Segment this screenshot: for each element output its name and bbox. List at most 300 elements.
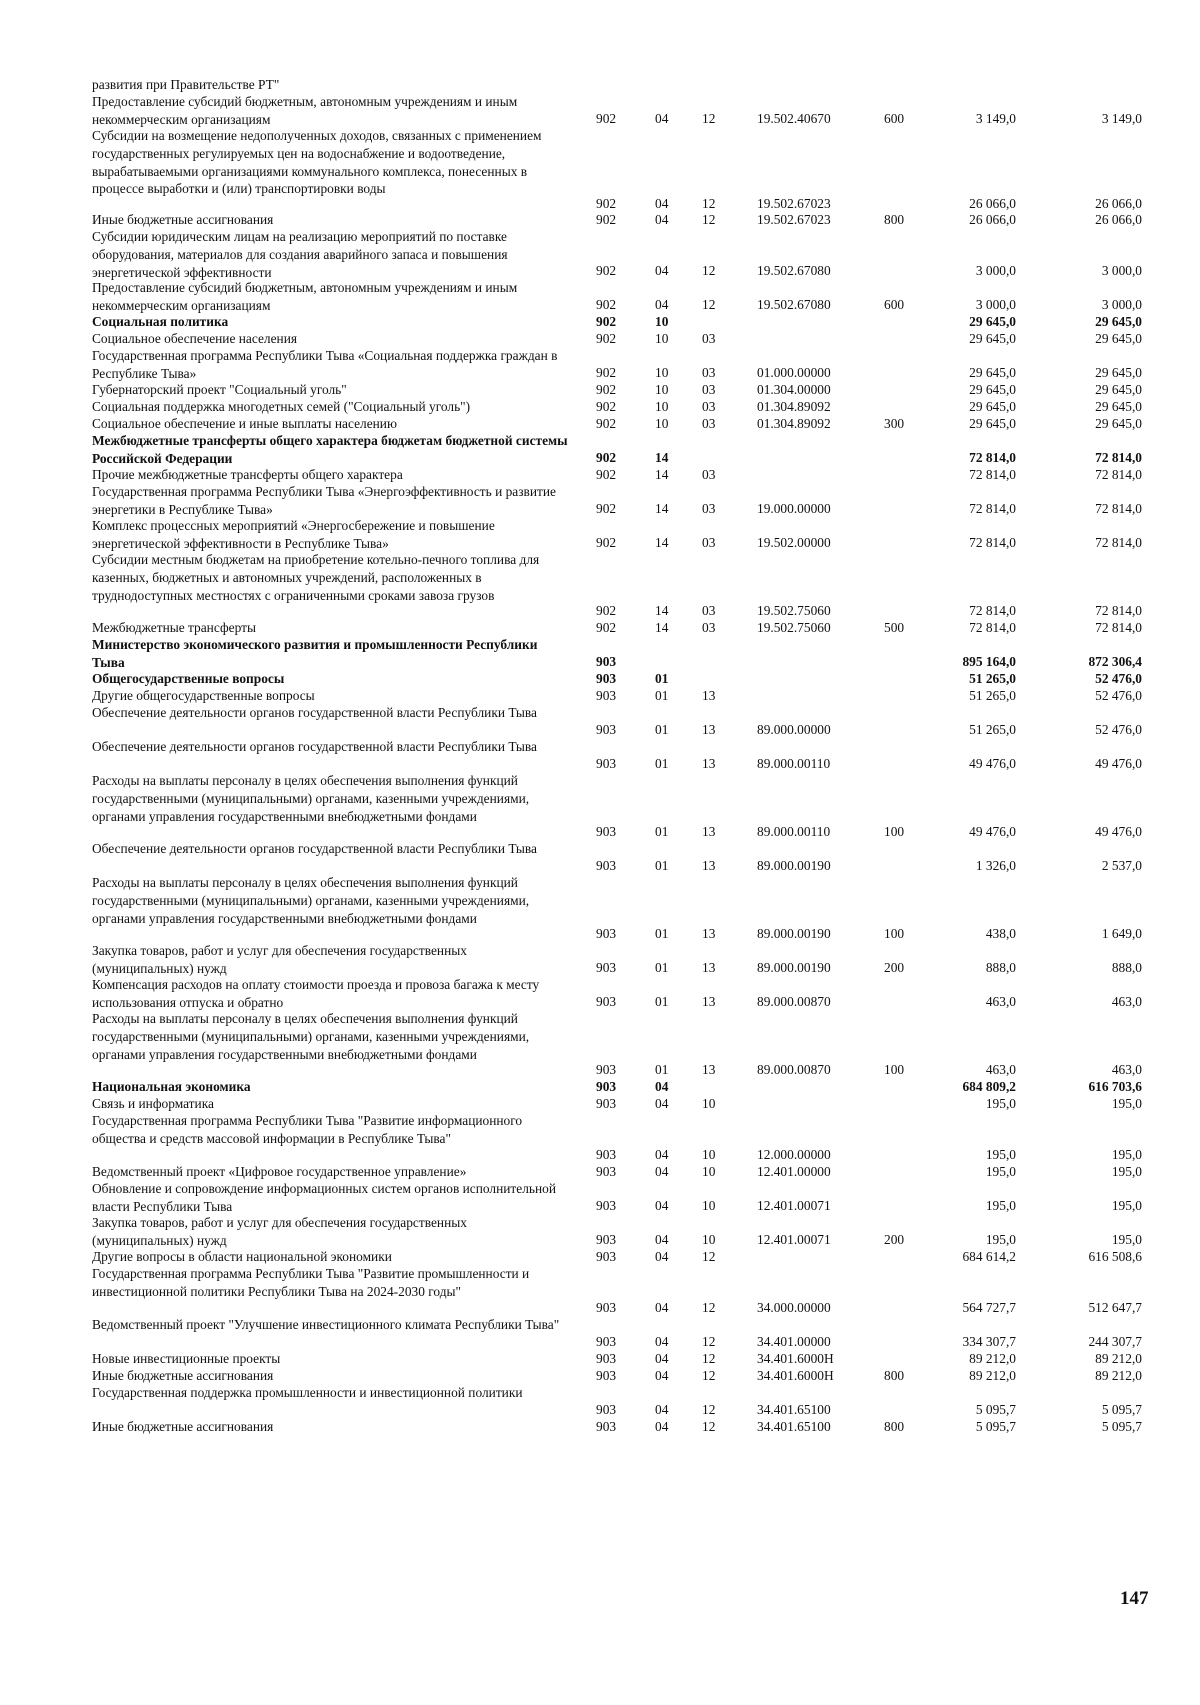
code-ministry: 902 [596,399,617,414]
code-target: 19.502.75060 [757,620,831,635]
row-name: Субсидии местным бюджетам на приобретение котельно-печного топлива для казенных, бюджетных и автономных учреждений, расположенных в труднодоступных местностях с ограниченными сроками завоза грузов [92,552,540,603]
code-target: 19.502.75060 [757,603,831,618]
sum-year-2: 3 000,0 [1101,297,1142,312]
code-expense-type: 200 [884,960,905,975]
sum-year-2: 49 476,0 [1095,756,1142,771]
row-name: Государственная программа Республики Тыва «Энергоэффективность и развитие энергетики в Республике Тыва» [92,484,556,517]
sum-year-2: 195,0 [1111,1232,1142,1247]
code-expense-type: 100 [884,926,905,941]
code-expense-type: 200 [884,1232,905,1247]
sum-year-1: 3 000,0 [975,263,1016,278]
code-section: 04 [655,1096,669,1111]
code-section: 04 [655,1351,669,1366]
code-section: 10 [655,314,669,329]
code-section: 04 [655,1249,669,1264]
code-ministry: 903 [596,1096,617,1111]
code-ministry: 903 [596,994,617,1009]
code-section: 14 [655,501,669,516]
table-row [0,1180,1200,1214]
code-subsection: 03 [702,399,716,414]
code-subsection: 10 [702,1147,716,1162]
row-name: Обновление и сопровождение информационных систем органов исполнительной власти Республики Тыва [92,1181,557,1214]
code-section: 04 [655,1402,669,1417]
code-ministry: 902 [596,111,617,126]
table-row [0,1214,1200,1248]
row-name: Социальная поддержка многодетных семей ("Социальный уголь") [92,399,471,414]
row-name: Расходы на выплаты персоналу в целях обеспечения выполнения функций государственными (муниципальными) органами, казенными учреждениями, органами управления государственными внебюджетными фондами [92,1011,530,1062]
page-number: 147 [1120,1588,1149,1609]
table-row [0,1350,1200,1367]
code-section: 04 [655,1232,669,1247]
row-name: Общегосударственные вопросы [92,671,285,686]
sum-year-2: 89 212,0 [1095,1368,1142,1383]
sum-year-2: 29 645,0 [1095,416,1142,431]
code-subsection: 13 [702,858,716,873]
code-subsection: 12 [702,212,716,227]
sum-year-2: 195,0 [1111,1164,1142,1179]
code-expense-type: 800 [884,1419,905,1434]
row-name: Государственная программа Республики Тыва "Развитие промышленности и инвестиционной политики Республики Тыва на 2024-2030 годы" [92,1266,530,1299]
code-section: 14 [655,535,669,550]
row-name: Расходы на выплаты персоналу в целях обеспечения выполнения функций государственными (муниципальными) органами, казенными учреждениями, органами управления государственными внебюджетными фондами [92,875,530,926]
table-row [0,1265,1200,1316]
table-row [0,279,1200,313]
code-expense-type: 600 [884,111,905,126]
row-name: Новые инвестиционные проекты [92,1351,281,1366]
row-name: Министерство экономического развития и промышленности Республики Тыва [92,637,538,670]
code-subsection: 12 [702,1419,716,1434]
sum-year-1: 72 814,0 [969,535,1016,550]
code-subsection: 10 [702,1232,716,1247]
sum-year-2: 195,0 [1111,1147,1142,1162]
row-name: Иные бюджетные ассигнования [92,1419,274,1434]
code-ministry: 903 [596,1351,617,1366]
sum-year-2: 5 095,7 [1101,1419,1142,1434]
sum-year-2: 195,0 [1111,1198,1142,1213]
table-row [0,1418,1200,1435]
row-name: Расходы на выплаты персоналу в целях обеспечения выполнения функций государственными (муниципальными) органами, казенными учреждениями, органами управления государственными внебюджетными фондами [92,773,530,824]
code-ministry: 902 [596,450,617,465]
code-ministry: 902 [596,196,617,211]
table-row [0,313,1200,330]
table-row [0,483,1200,517]
code-section: 01 [655,1062,669,1077]
table-row [0,228,1200,279]
code-ministry: 903 [596,1164,617,1179]
code-subsection: 10 [702,1096,716,1111]
sum-year-1: 29 645,0 [969,399,1016,414]
sum-year-2: 52 476,0 [1095,722,1142,737]
code-ministry: 903 [596,824,617,839]
sum-year-1: 195,0 [985,1147,1016,1162]
code-ministry: 903 [596,756,617,771]
table-row [0,687,1200,704]
table-row [0,1010,1200,1078]
code-subsection: 13 [702,960,716,975]
table-row [0,619,1200,636]
table-row [0,1384,1200,1418]
code-ministry: 903 [596,858,617,873]
row-name: Закупка товаров, работ и услуг для обеспечения государственных (муниципальных) нужд [92,943,467,976]
table-row [0,1095,1200,1112]
row-name: Предоставление субсидий бюджетным, автономным учреждениям и иным некоммерческим организациям [92,94,518,127]
sum-year-1: 195,0 [985,1096,1016,1111]
sum-year-2: 72 814,0 [1095,501,1142,516]
sum-year-2: 888,0 [1111,960,1142,975]
sum-year-1: 5 095,7 [975,1402,1016,1417]
code-section: 04 [655,263,669,278]
row-name: Государственная программа Республики Тыва "Развитие информационного общества и средств массовой информации в Республике Тыва" [92,1113,523,1146]
table-row [0,347,1200,381]
code-ministry: 902 [596,331,617,346]
table-row [0,93,1200,127]
code-section: 04 [655,1198,669,1213]
table-row [0,517,1200,551]
code-section: 04 [655,1368,669,1383]
code-ministry: 903 [596,654,617,669]
code-ministry: 902 [596,297,617,312]
sum-year-1: 29 645,0 [969,331,1016,346]
table-row [0,1163,1200,1180]
code-target: 12.401.00071 [757,1232,831,1247]
sum-year-2: 616 703,6 [1088,1079,1142,1094]
sum-year-2: 72 814,0 [1095,450,1142,465]
sum-year-2: 3 000,0 [1101,263,1142,278]
code-target: 34.401.65100 [757,1402,831,1417]
row-name: Ведомственный проект "Улучшение инвестиционного климата Республики Тыва" [92,1317,560,1332]
table-row [0,874,1200,942]
code-subsection: 03 [702,620,716,635]
table-row [0,1078,1200,1095]
code-target: 19.000.00000 [757,501,831,516]
code-ministry: 902 [596,620,617,635]
sum-year-2: 512 647,7 [1088,1300,1142,1315]
row-name: Комплекс процессных мероприятий «Энергосбережение и повышение энергетической эффективности в Республике Тыва» [92,518,495,551]
code-section: 01 [655,756,669,771]
table-row [0,76,1200,93]
sum-year-1: 72 814,0 [969,450,1016,465]
sum-year-1: 564 727,7 [962,1300,1016,1315]
code-expense-type: 800 [884,212,905,227]
row-name: Предоставление субсидий бюджетным, автономным учреждениям и иным некоммерческим организациям [92,280,518,313]
code-target: 34.401.65100 [757,1419,831,1434]
sum-year-1: 51 265,0 [969,688,1016,703]
code-section: 01 [655,688,669,703]
code-ministry: 902 [596,603,617,618]
sum-year-2: 29 645,0 [1095,382,1142,397]
code-ministry: 902 [596,416,617,431]
code-target: 34.401.00000 [757,1334,831,1349]
sum-year-2: 72 814,0 [1095,620,1142,635]
code-subsection: 12 [702,297,716,312]
code-subsection: 13 [702,688,716,703]
code-section: 04 [655,1419,669,1434]
row-name: Обеспечение деятельности органов государственной власти Республики Тыва [92,841,537,856]
row-name: Межбюджетные трансферты общего характера бюджетам бюджетной системы Российской Федерации [92,433,568,466]
code-target: 89.000.00870 [757,1062,831,1077]
sum-year-1: 26 066,0 [969,196,1016,211]
code-ministry: 902 [596,314,617,329]
sum-year-1: 49 476,0 [969,824,1016,839]
code-ministry: 903 [596,722,617,737]
code-subsection: 10 [702,1198,716,1213]
row-name: Социальное обеспечение населения [92,331,298,346]
table-row [0,670,1200,687]
code-subsection: 13 [702,994,716,1009]
sum-year-2: 463,0 [1111,1062,1142,1077]
sum-year-1: 89 212,0 [969,1368,1016,1383]
code-section: 01 [655,824,669,839]
sum-year-1: 29 645,0 [969,365,1016,380]
sum-year-1: 888,0 [985,960,1016,975]
code-section: 01 [655,994,669,1009]
table-row [0,840,1200,874]
code-subsection: 03 [702,603,716,618]
code-target: 19.502.67080 [757,263,831,278]
code-target: 19.502.67023 [757,212,831,227]
code-section: 14 [655,620,669,635]
code-expense-type: 600 [884,297,905,312]
code-target: 89.000.00190 [757,926,831,941]
sum-year-1: 195,0 [985,1198,1016,1213]
sum-year-2: 29 645,0 [1095,365,1142,380]
code-subsection: 12 [702,1402,716,1417]
code-subsection: 13 [702,824,716,839]
table-row [0,381,1200,398]
code-target: 89.000.00110 [757,756,831,771]
code-ministry: 903 [596,1334,617,1349]
sum-year-2: 29 645,0 [1095,399,1142,414]
code-target: 01.304.00000 [757,382,831,397]
code-expense-type: 300 [884,416,905,431]
sum-year-2: 5 095,7 [1101,1402,1142,1417]
table-row [0,330,1200,347]
code-target: 19.502.00000 [757,535,831,550]
code-target: 01.000.00000 [757,365,831,380]
code-subsection: 10 [702,1164,716,1179]
sum-year-2: 3 149,0 [1101,111,1142,126]
code-target: 89.000.00870 [757,994,831,1009]
code-subsection: 03 [702,416,716,431]
sum-year-1: 29 645,0 [969,314,1016,329]
row-name: Компенсация расходов на оплату стоимости проезда и провоза багажа к месту использования отпуска и обратно [92,977,540,1010]
sum-year-1: 3 149,0 [975,111,1016,126]
sum-year-1: 5 095,7 [975,1419,1016,1434]
sum-year-1: 29 645,0 [969,382,1016,397]
code-target: 89.000.00190 [757,960,831,975]
table-row [0,1112,1200,1163]
sum-year-2: 52 476,0 [1095,671,1142,686]
code-subsection: 12 [702,111,716,126]
code-target: 19.502.67080 [757,297,831,312]
sum-year-1: 72 814,0 [969,603,1016,618]
code-section: 04 [655,1147,669,1162]
code-ministry: 903 [596,960,617,975]
code-section: 10 [655,416,669,431]
code-subsection: 03 [702,365,716,380]
row-name: Прочие межбюджетные трансферты общего характера [92,467,403,482]
code-subsection: 12 [702,1334,716,1349]
code-section: 14 [655,467,669,482]
code-section: 01 [655,926,669,941]
table-row [0,704,1200,738]
table-row [0,1367,1200,1384]
sum-year-2: 72 814,0 [1095,467,1142,482]
code-expense-type: 800 [884,1368,905,1383]
sum-year-2: 2 537,0 [1101,858,1142,873]
sum-year-1: 72 814,0 [969,620,1016,635]
row-name: Государственная поддержка промышленности и инвестиционной политики [92,1385,523,1400]
code-subsection: 03 [702,467,716,482]
code-section: 01 [655,858,669,873]
sum-year-1: 1 326,0 [975,858,1016,873]
code-subsection: 12 [702,263,716,278]
code-section: 10 [655,382,669,397]
table-row [0,636,1200,670]
code-ministry: 902 [596,467,617,482]
code-subsection: 03 [702,331,716,346]
code-ministry: 902 [596,365,617,380]
row-name: Социальное обеспечение и иные выплаты населению [92,416,397,431]
sum-year-2: 195,0 [1111,1096,1142,1111]
code-ministry: 903 [596,1419,617,1434]
row-name: Иные бюджетные ассигнования [92,212,274,227]
row-name: Обеспечение деятельности органов государственной власти Республики Тыва [92,739,537,754]
code-ministry: 902 [596,212,617,227]
sum-year-2: 52 476,0 [1095,688,1142,703]
sum-year-2: 1 649,0 [1101,926,1142,941]
row-name: Государственная программа Республики Тыва «Социальная поддержка граждан в Республике Тыва» [92,348,558,381]
code-subsection: 13 [702,722,716,737]
code-section: 01 [655,671,669,686]
table-row [0,211,1200,228]
table-row [0,1316,1200,1350]
row-name: Ведомственный проект «Цифровое государственное управление» [92,1164,467,1179]
table-row [0,432,1200,466]
sum-year-1: 51 265,0 [969,671,1016,686]
code-section: 04 [655,196,669,211]
code-section: 14 [655,450,669,465]
code-section: 04 [655,1300,669,1315]
code-expense-type: 100 [884,824,905,839]
sum-year-1: 684 809,2 [962,1079,1016,1094]
code-section: 04 [655,1334,669,1349]
code-ministry: 902 [596,501,617,516]
code-section: 04 [655,1079,669,1094]
sum-year-1: 684 614,2 [962,1249,1016,1264]
sum-year-1: 89 212,0 [969,1351,1016,1366]
table-row [0,1248,1200,1265]
code-subsection: 03 [702,535,716,550]
sum-year-2: 244 307,7 [1088,1334,1142,1349]
sum-year-1: 195,0 [985,1164,1016,1179]
code-section: 01 [655,722,669,737]
code-section: 14 [655,603,669,618]
code-expense-type: 500 [884,620,905,635]
sum-year-1: 49 476,0 [969,756,1016,771]
code-target: 19.502.40670 [757,111,831,126]
table-row [0,942,1200,976]
sum-year-2: 89 212,0 [1095,1351,1142,1366]
sum-year-1: 463,0 [985,994,1016,1009]
row-name: Межбюджетные трансферты [92,620,256,635]
sum-year-2: 616 508,6 [1088,1249,1142,1264]
table-row [0,772,1200,840]
row-name: Иные бюджетные ассигнования [92,1368,274,1383]
code-section: 04 [655,111,669,126]
sum-year-1: 26 066,0 [969,212,1016,227]
code-subsection: 13 [702,1062,716,1077]
code-target: 34.401.6000H [757,1351,834,1366]
code-ministry: 902 [596,382,617,397]
table-row [0,466,1200,483]
sum-year-2: 26 066,0 [1095,196,1142,211]
code-target: 34.000.00000 [757,1300,831,1315]
code-target: 89.000.00110 [757,824,831,839]
row-name: Другие общегосударственные вопросы [92,688,315,703]
code-subsection: 03 [702,382,716,397]
table-row [0,398,1200,415]
code-ministry: 903 [596,1198,617,1213]
sum-year-1: 51 265,0 [969,722,1016,737]
code-ministry: 903 [596,1368,617,1383]
code-subsection: 12 [702,1368,716,1383]
table-row [0,415,1200,432]
code-subsection: 12 [702,1249,716,1264]
code-ministry: 902 [596,263,617,278]
code-target: 12.401.00071 [757,1198,831,1213]
row-name: Субсидии на возмещение недополученных доходов, связанных с применением государственных регулируемых цен на водоснабжение и водоотведение, вырабатываемыми организациями коммунального комплекса, понесенных в процессе выработки и (или) транспортировки воды [92,128,542,197]
code-section: 04 [655,297,669,312]
code-section: 10 [655,365,669,380]
row-name: Социальная политика [92,314,229,329]
code-subsection: 13 [702,926,716,941]
code-target: 34.401.6000H [757,1368,834,1383]
code-ministry: 903 [596,1079,617,1094]
code-ministry: 903 [596,1300,617,1315]
row-name: Обеспечение деятельности органов государственной власти Республики Тыва [92,705,537,720]
sum-year-2: 26 066,0 [1095,212,1142,227]
sum-year-1: 195,0 [985,1232,1016,1247]
code-ministry: 903 [596,688,617,703]
table-row [0,551,1200,619]
code-expense-type: 100 [884,1062,905,1077]
code-subsection: 12 [702,1351,716,1366]
code-section: 04 [655,212,669,227]
code-section: 10 [655,399,669,414]
code-subsection: 13 [702,756,716,771]
code-section: 10 [655,331,669,346]
code-section: 01 [655,960,669,975]
sum-year-2: 72 814,0 [1095,535,1142,550]
code-ministry: 903 [596,1402,617,1417]
sum-year-2: 872 306,4 [1088,654,1142,669]
sum-year-1: 463,0 [985,1062,1016,1077]
code-target: 89.000.00190 [757,858,831,873]
code-ministry: 903 [596,926,617,941]
code-target: 01.304.89092 [757,416,831,431]
code-ministry: 903 [596,1249,617,1264]
sum-year-1: 334 307,7 [962,1334,1016,1349]
table-row [0,976,1200,1010]
table-row [0,738,1200,772]
sum-year-2: 72 814,0 [1095,603,1142,618]
sum-year-2: 29 645,0 [1095,314,1142,329]
sum-year-1: 29 645,0 [969,416,1016,431]
row-name: Связь и информатика [92,1096,214,1111]
code-target: 01.304.89092 [757,399,831,414]
code-ministry: 903 [596,1232,617,1247]
